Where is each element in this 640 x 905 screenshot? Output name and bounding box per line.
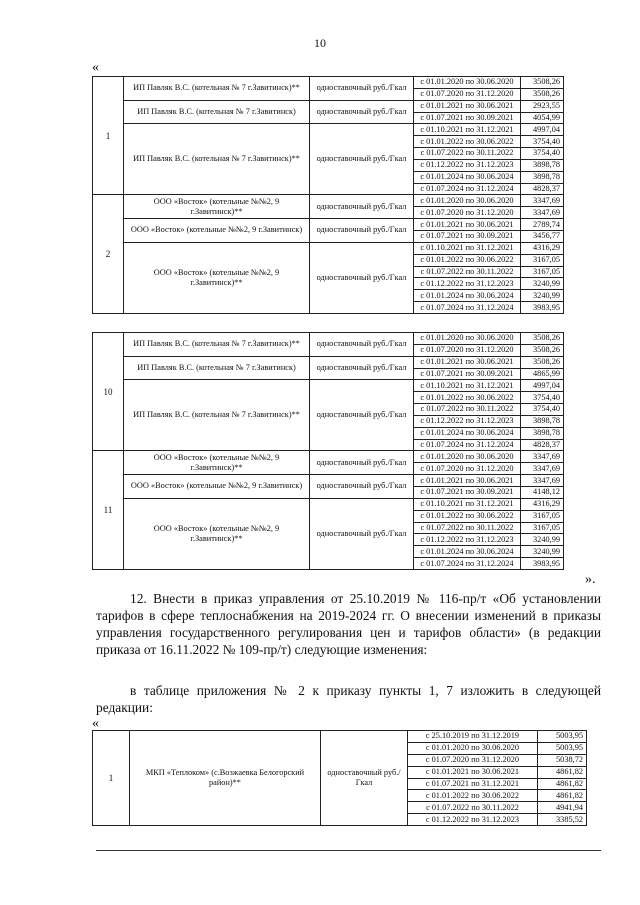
- period-cell: с 01.07.2024 по 31.12.2024: [414, 183, 521, 195]
- table-row: [93, 124, 564, 136]
- tariff-value-cell: 4316,29: [521, 242, 564, 254]
- organization-cell: ООО «Восток» (котельные №№2, 9 г.Завитинск)**: [124, 195, 310, 219]
- period-cell: с 01.07.2021 по 30.09.2021: [414, 486, 521, 498]
- paragraph-table-instruction: в таблице приложения № 2 к приказу пункты 1, 7 изложить в следующей редакции:: [96, 683, 601, 715]
- tariff-type-cell: одноставочный руб./Гкал: [321, 731, 408, 826]
- row-group-number: 10: [93, 333, 124, 451]
- tariff-type-cell: одноставочный руб./Гкал: [310, 380, 414, 451]
- organization-cell: ИП Павляк В.С. (котельная № 7 г.Завитинск): [124, 100, 310, 124]
- tariff-value-cell: 5038,72: [538, 754, 587, 766]
- tariff-type-cell: одноставочный руб./Гкал: [310, 195, 414, 219]
- period-cell: с 25.10.2019 по 31.12.2019: [408, 731, 538, 743]
- tariff-value-cell: 3240,99: [521, 278, 564, 290]
- organization-cell: ИП Павляк В.С. (котельная № 7 г.Завитинск)**: [124, 333, 310, 357]
- period-cell: с 01.01.2021 по 30.06.2021: [414, 100, 521, 112]
- tariff-value-cell: 3167,05: [521, 522, 564, 534]
- tariff-value-cell: 3347,69: [521, 475, 564, 487]
- opening-quote: «: [92, 60, 99, 75]
- table-row: [93, 219, 564, 231]
- tariff-value-cell: 3754,40: [521, 136, 564, 148]
- tariff-table-2: [92, 332, 564, 570]
- period-cell: с 01.01.2020 по 30.06.2020: [414, 195, 521, 207]
- row-group-number: 11: [93, 451, 124, 570]
- organization-cell: ООО «Восток» (котельные №№2, 9 г.Завитинск): [124, 219, 310, 243]
- table-row: [93, 195, 564, 207]
- tariff-value-cell: 3508,26: [521, 77, 564, 89]
- table-row: [93, 77, 564, 89]
- tariff-value-cell: 3898,78: [521, 159, 564, 171]
- bottom-rule: [96, 850, 601, 851]
- tariff-value-cell: 3347,69: [521, 207, 564, 219]
- tariff-value-cell: 3898,78: [521, 171, 564, 183]
- organization-cell: ООО «Восток» (котельные №№2, 9 г.Завитинск)**: [124, 498, 310, 569]
- period-cell: с 01.07.2024 по 31.12.2024: [414, 302, 521, 314]
- organization-cell: ИП Павляк В.С. (котельная № 7 г.Завитинск): [124, 356, 310, 380]
- tariff-value-cell: 3347,69: [521, 195, 564, 207]
- period-cell: с 01.01.2020 по 30.06.2020: [408, 742, 538, 754]
- tariff-value-cell: 4861,82: [538, 778, 587, 790]
- period-cell: с 01.07.2020 по 31.12.2020: [408, 754, 538, 766]
- period-cell: с 01.01.2022 по 30.06.2022: [414, 254, 521, 266]
- organization-cell: ООО «Восток» (котельные №№2, 9 г.Завитинск): [124, 475, 310, 499]
- period-cell: с 01.01.2022 по 30.06.2022: [414, 392, 521, 404]
- period-cell: с 01.07.2020 по 31.12.2020: [414, 88, 521, 100]
- tariff-value-cell: 3508,26: [521, 88, 564, 100]
- period-cell: с 01.12.2022 по 31.12.2023: [414, 534, 521, 546]
- tariff-value-cell: 3240,99: [521, 290, 564, 302]
- table-row: [93, 498, 564, 510]
- tariff-value-cell: 2789,74: [521, 219, 564, 231]
- period-cell: с 01.07.2022 по 30.11.2022: [408, 802, 538, 814]
- table-row: [93, 242, 564, 254]
- tariff-type-cell: одноставочный руб./Гкал: [310, 498, 414, 569]
- period-cell: с 01.07.2021 по 30.09.2021: [414, 230, 521, 242]
- tariff-value-cell: 3508,26: [521, 356, 564, 368]
- period-cell: с 01.01.2022 по 30.06.2022: [414, 136, 521, 148]
- period-cell: с 01.01.2021 по 30.06.2021: [414, 356, 521, 368]
- row-group-number: 1: [93, 731, 130, 826]
- tariff-value-cell: 3167,05: [521, 510, 564, 522]
- period-cell: с 01.12.2022 по 31.12.2023: [408, 814, 538, 826]
- tariff-value-cell: 5003,95: [538, 742, 587, 754]
- page-number: 10: [314, 36, 326, 50]
- tariff-value-cell: 4997,04: [521, 124, 564, 136]
- table-row: [93, 100, 564, 112]
- tariff-value-cell: 3754,40: [521, 404, 564, 416]
- paragraph-12: 12. Внести в приказ управления от 25.10.2019 № 116-пр/т «Об установлении тарифов в сфере теплоснабжения на 2019-2024 гг. О внесении изменений в приказы управления государственного регулирования цен и тарифов области» (в редакции приказа от 16.11.2022 № 109-пр/т) следующие изменения:: [96, 591, 601, 657]
- tariff-value-cell: 3508,26: [521, 333, 564, 345]
- tariff-value-cell: 3240,99: [521, 534, 564, 546]
- period-cell: с 01.07.2022 по 30.11.2022: [414, 148, 521, 160]
- tariff-value-cell: 3167,05: [521, 266, 564, 278]
- period-cell: с 01.07.2022 по 30.11.2022: [414, 266, 521, 278]
- period-cell: с 01.12.2022 по 31.12.2023: [414, 159, 521, 171]
- tariff-value-cell: 4865,99: [521, 368, 564, 380]
- tariff-value-cell: 4316,29: [521, 498, 564, 510]
- period-cell: с 01.07.2022 по 30.11.2022: [414, 404, 521, 416]
- tariff-value-cell: 3898,78: [521, 415, 564, 427]
- tariff-type-cell: одноставочный руб./Гкал: [310, 242, 414, 313]
- period-cell: с 01.07.2020 по 31.12.2020: [414, 463, 521, 475]
- period-cell: с 01.01.2022 по 30.06.2022: [408, 790, 538, 802]
- tariff-value-cell: 3167,05: [521, 254, 564, 266]
- period-cell: с 01.10.2021 по 31.12.2021: [414, 124, 521, 136]
- table-row: [93, 451, 564, 463]
- tariff-value-cell: 3240,99: [521, 546, 564, 558]
- organization-cell: ООО «Восток» (котельные №№2, 9 г.Завитинск)**: [124, 242, 310, 313]
- tariff-value-cell: 5003,95: [538, 731, 587, 743]
- table-row: [93, 356, 564, 368]
- tariff-table-1: [92, 76, 564, 314]
- period-cell: с 01.12.2022 по 31.12.2023: [414, 415, 521, 427]
- period-cell: с 01.01.2021 по 30.06.2021: [414, 219, 521, 231]
- tariff-type-cell: одноставочный руб./Гкал: [310, 451, 414, 475]
- tariff-type-cell: одноставочный руб./Гкал: [310, 124, 414, 195]
- tariff-value-cell: 3983,95: [521, 558, 564, 570]
- tariff-value-cell: 4861,82: [538, 766, 587, 778]
- period-cell: с 01.07.2021 по 31.12.2021: [408, 778, 538, 790]
- organization-cell: ИП Павляк В.С. (котельная № 7 г.Завитинск)**: [124, 77, 310, 101]
- organization-cell: ИП Павляк В.С. (котельная № 7 г.Завитинск)**: [124, 380, 310, 451]
- tariff-value-cell: 4148,12: [521, 486, 564, 498]
- tariff-type-cell: одноставочный руб./Гкал: [310, 100, 414, 124]
- period-cell: с 01.01.2024 по 30.06.2024: [414, 546, 521, 558]
- tariff-type-cell: одноставочный руб./Гкал: [310, 356, 414, 380]
- tariff-value-cell: 4828,37: [521, 183, 564, 195]
- period-cell: с 01.01.2020 по 30.06.2020: [414, 451, 521, 463]
- period-cell: с 01.10.2021 по 31.12.2021: [414, 380, 521, 392]
- period-cell: с 01.01.2024 по 30.06.2024: [414, 290, 521, 302]
- tariff-value-cell: 3347,69: [521, 463, 564, 475]
- organization-cell: ИП Павляк В.С. (котельная № 7 г.Завитинск)**: [124, 124, 310, 195]
- table-row: [93, 731, 587, 743]
- period-cell: с 01.07.2021 по 30.09.2021: [414, 368, 521, 380]
- tariff-value-cell: 4861,82: [538, 790, 587, 802]
- period-cell: с 01.07.2020 по 31.12.2020: [414, 207, 521, 219]
- period-cell: с 01.07.2024 по 31.12.2024: [414, 439, 521, 451]
- table-row: [93, 333, 564, 345]
- tariff-table-3: [92, 730, 587, 826]
- period-cell: с 01.01.2020 по 30.06.2020: [414, 333, 521, 345]
- tariff-value-cell: 4941,94: [538, 802, 587, 814]
- period-cell: с 01.01.2022 по 30.06.2022: [414, 510, 521, 522]
- tariff-value-cell: 3754,40: [521, 392, 564, 404]
- period-cell: с 01.01.2024 по 30.06.2024: [414, 171, 521, 183]
- tariff-value-cell: 3385,52: [538, 814, 587, 826]
- period-cell: с 01.01.2020 по 30.06.2020: [414, 77, 521, 89]
- tariff-value-cell: 3983,95: [521, 302, 564, 314]
- row-group-number: 1: [93, 77, 124, 195]
- row-group-number: 2: [93, 195, 124, 314]
- period-cell: с 01.01.2021 по 30.06.2021: [414, 475, 521, 487]
- period-cell: с 01.07.2020 по 31.12.2020: [414, 344, 521, 356]
- period-cell: с 01.07.2021 по 30.09.2021: [414, 112, 521, 124]
- table-row: [93, 380, 564, 392]
- closing-quote: ».: [585, 572, 596, 587]
- table-row: [93, 475, 564, 487]
- tariff-value-cell: 3347,69: [521, 451, 564, 463]
- period-cell: с 01.10.2021 по 31.12.2021: [414, 498, 521, 510]
- period-cell: с 01.01.2024 по 30.06.2024: [414, 427, 521, 439]
- tariff-type-cell: одноставочный руб./Гкал: [310, 219, 414, 243]
- tariff-value-cell: 4054,99: [521, 112, 564, 124]
- tariff-value-cell: 3898,78: [521, 427, 564, 439]
- organization-cell: ООО «Восток» (котельные №№2, 9 г.Завитинск)**: [124, 451, 310, 475]
- tariff-value-cell: 2923,55: [521, 100, 564, 112]
- tariff-value-cell: 3508,26: [521, 344, 564, 356]
- opening-quote-2: «: [92, 716, 99, 731]
- tariff-value-cell: 3754,40: [521, 148, 564, 160]
- organization-cell: МКП «Теплоком» (с.Возжаевка Белогорский район)**: [130, 731, 321, 826]
- period-cell: с 01.07.2022 по 30.11.2022: [414, 522, 521, 534]
- period-cell: с 01.12.2022 по 31.12.2023: [414, 278, 521, 290]
- tariff-value-cell: 4828,37: [521, 439, 564, 451]
- tariff-value-cell: 4997,04: [521, 380, 564, 392]
- tariff-type-cell: одноставочный руб./Гкал: [310, 77, 414, 101]
- tariff-value-cell: 3456,77: [521, 230, 564, 242]
- tariff-type-cell: одноставочный руб./Гкал: [310, 333, 414, 357]
- period-cell: с 01.07.2024 по 31.12.2024: [414, 558, 521, 570]
- period-cell: с 01.01.2021 по 30.06.2021: [408, 766, 538, 778]
- period-cell: с 01.10.2021 по 31.12.2021: [414, 242, 521, 254]
- tariff-type-cell: одноставочный руб./Гкал: [310, 475, 414, 499]
